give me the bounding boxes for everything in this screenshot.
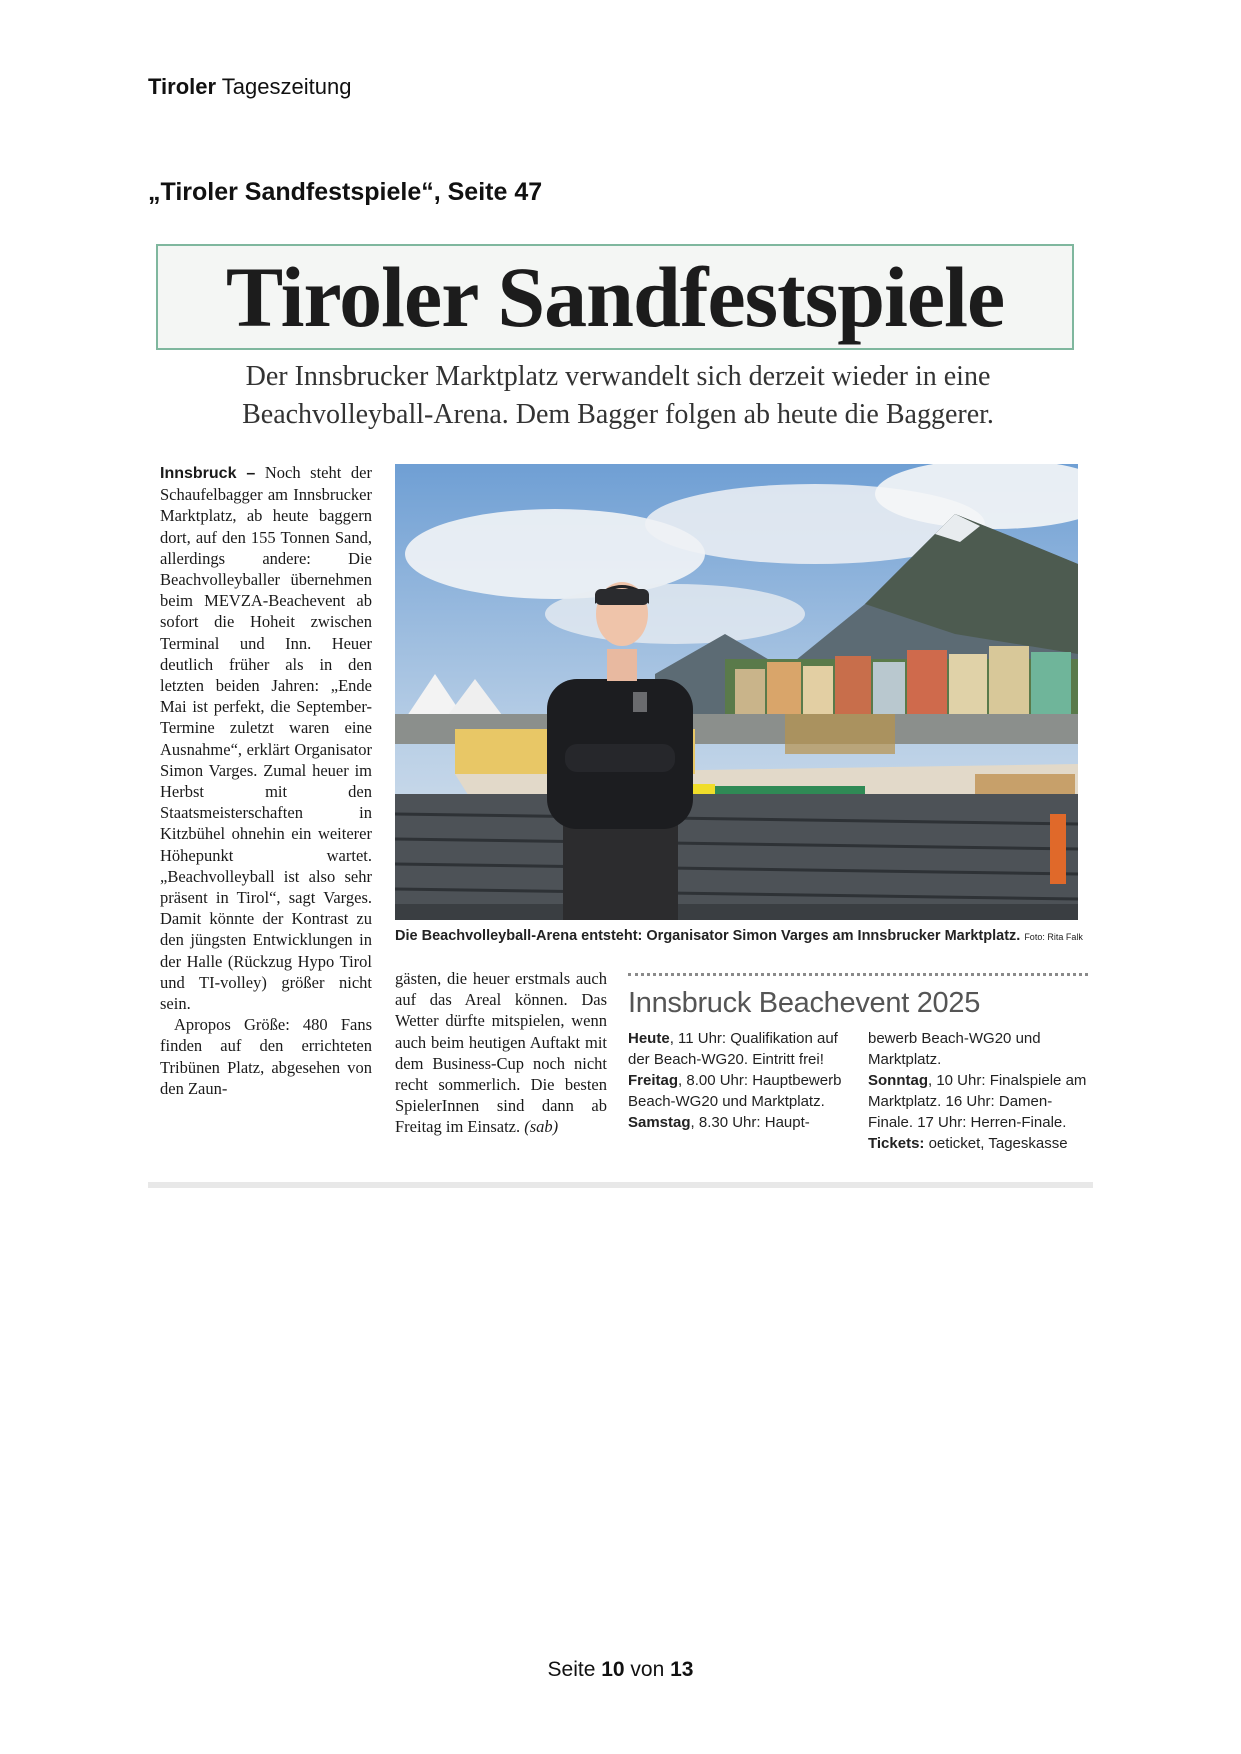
paragraph-1	[160, 462, 372, 1014]
samstag-continuation: bewerb Beach-WG20 und Marktplatz.	[868, 1030, 1041, 1068]
article-reference-title: „Tiroler Sandfestspiele“, Seite 47	[148, 178, 543, 206]
caption-text: Die Beachvolleyball-Arena entsteht: Organisator Simon Varges am Innsbrucker Marktplatz.	[395, 928, 1021, 944]
article-photo	[395, 464, 1078, 920]
infobox-column-2	[868, 1028, 1088, 1154]
freitag-text: , 8.00 Uhr: Hauptbewerb Beach-WG20 und Marktplatz.	[628, 1072, 842, 1110]
photo-credit: Foto: Rita Falk	[1024, 932, 1083, 942]
schedule-sonntag	[868, 1070, 1088, 1133]
schedule-heute	[628, 1028, 848, 1070]
footer-pre: Seite	[547, 1658, 602, 1681]
heute-text: , 11 Uhr: Qualifikation auf der Beach-WG20. Eintritt frei!	[628, 1030, 838, 1068]
tickets-label: Tickets:	[868, 1135, 925, 1152]
photo-caption	[395, 928, 1085, 944]
samstag-text: , 8.30 Uhr: Haupt-	[690, 1114, 810, 1131]
schedule-samstag	[628, 1112, 848, 1133]
newspaper-clipping	[148, 238, 1093, 1188]
infobox-column-1	[628, 1028, 848, 1154]
freitag-label: Freitag	[628, 1072, 679, 1089]
subhead-line-1: Der Innsbrucker Marktplatz verwandelt sich derzeit wieder in eine	[245, 361, 991, 392]
tickets-text: oeticket, Tageskasse	[924, 1135, 1068, 1152]
event-infobox	[628, 973, 1088, 1154]
footer-total-pages: 13	[670, 1658, 694, 1681]
paragraph-3	[395, 968, 607, 1138]
publication-name-rest: Tageszeitung	[216, 74, 352, 99]
author-initials: (sab)	[524, 1117, 559, 1137]
article-headline: Tiroler Sandfestspiele	[225, 249, 1005, 345]
infobox-columns	[628, 1028, 1088, 1154]
subhead-line-2: Beachvolleyball-Arena. Dem Bagger folgen ab heute die Baggerer.	[242, 399, 994, 430]
infobox-title: Innsbruck Beachevent 2025	[628, 987, 981, 1019]
sonntag-label: Sonntag	[868, 1072, 928, 1089]
heute-label: Heute	[628, 1030, 670, 1047]
paragraph-3-text: gästen, die heuer erstmals auch auf das Areal können. Das Wetter dürfte mitspielen, wenn auch beim heutigen Auftakt mit dem Business-Cup noch nicht recht sommerlich. Die besten SpielerInnen sind dann ab Freitag im Einsatz.	[395, 969, 607, 1137]
footer-mid: von	[624, 1658, 671, 1681]
samstag-label: Samstag	[628, 1114, 691, 1131]
sonntag-text: , 10 Uhr: Finalspiele am Marktplatz. 16 Uhr: Damen-Finale. 17 Uhr: Herren-Finale.	[868, 1072, 1087, 1131]
article-column-2	[395, 968, 607, 1138]
paragraph-2: Apropos Größe: 480 Fans finden auf den errichteten Tribünen Platz, abgesehen von den Zaun-	[160, 1015, 372, 1098]
article-subhead	[148, 358, 1088, 434]
headline-box	[156, 244, 1074, 350]
publication-header	[148, 74, 351, 100]
dotted-divider	[628, 973, 1088, 977]
article-column-1	[160, 462, 372, 1099]
paragraph-1-text: Noch steht der Schaufelbagger am Innsbrucker Marktplatz, ab heute baggern dort, auf den 155 Tonnen Sand, allerdings andere: Die Beachvolleyballer übernehmen beim MEVZA-Beachevent ab sofort die Hoheit zwischen Terminal und Inn. Heuer deutlich früher als in den letzten beiden Jahren: „Ende Mai ist perfekt, die September-Termine zuletzt waren eine Ausnahme“, erklärt Organisator Simon Varges. Zumal heuer im Herbst mit den Staatsmeisterschaften in Kitzbühel ohnehin ein weiterer Höhepunkt wartet. „Beachvolleyball ist also sehr präsent in Tirol“, sagt Varges. Damit könnte der Kontrast zu den jüngsten Entwicklungen in der Halle (Rückzug Hypo Tirol und TI-volley) größer nicht sein.	[160, 463, 372, 1014]
page-footer	[0, 1658, 1241, 1682]
schedule-freitag	[628, 1070, 848, 1112]
footer-page-number: 10	[601, 1658, 625, 1681]
dateline: Innsbruck –	[160, 465, 256, 482]
tickets-info	[868, 1133, 1088, 1154]
publication-name-bold: Tiroler	[148, 74, 217, 99]
